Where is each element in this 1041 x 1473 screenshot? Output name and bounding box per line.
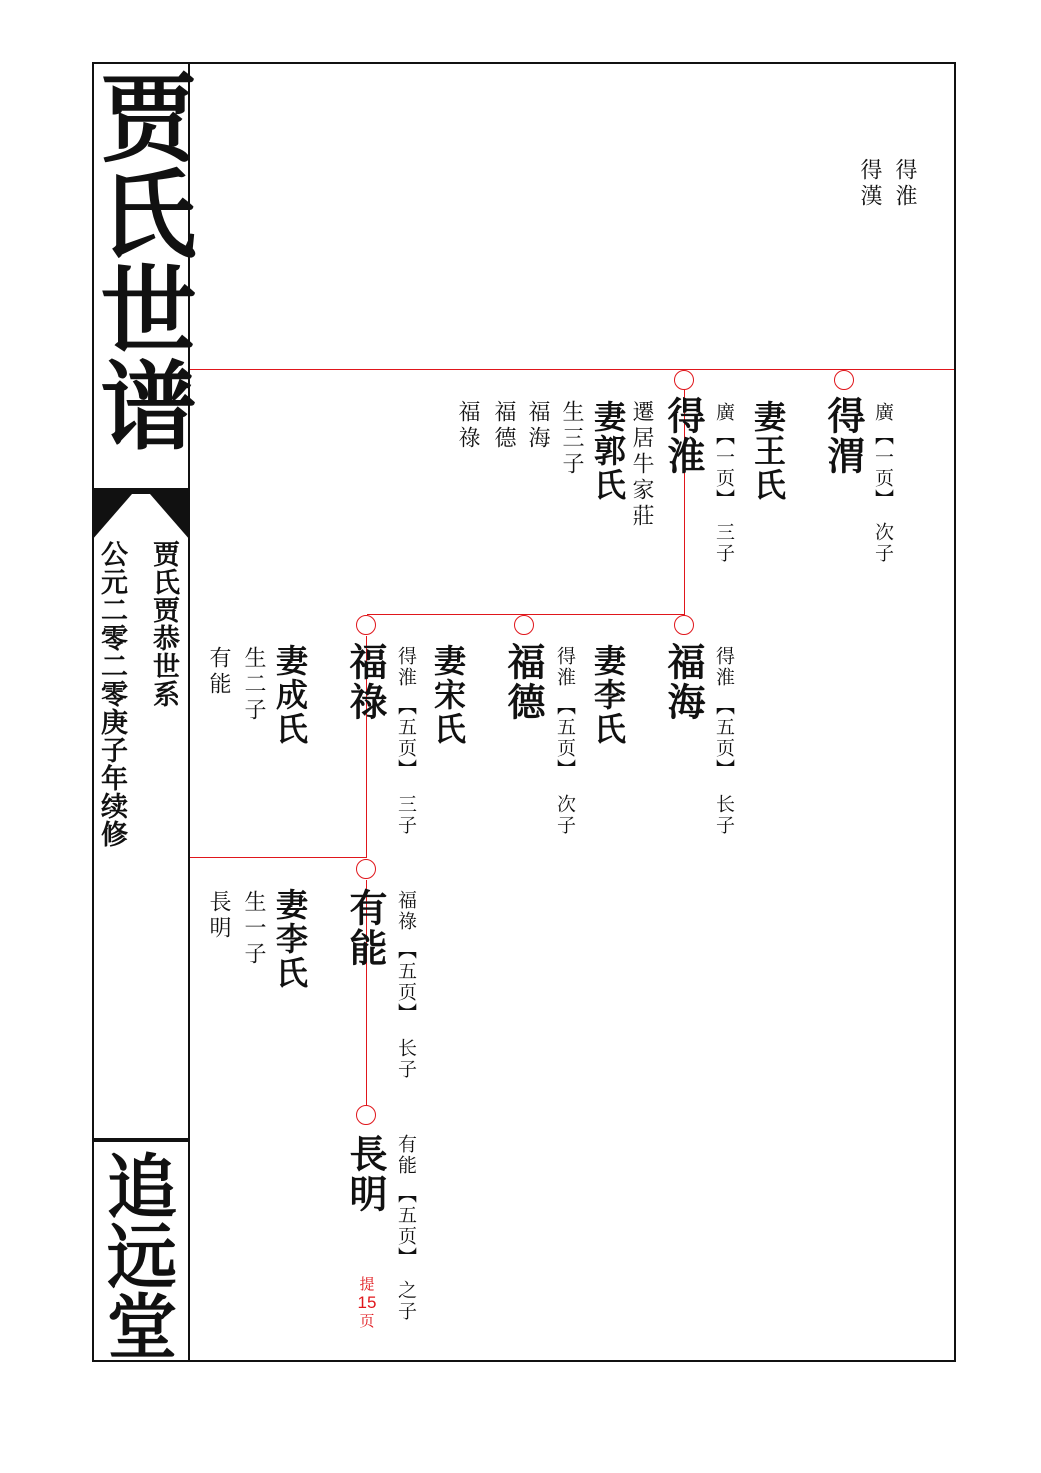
- person-name-changming: 長明: [343, 1134, 388, 1214]
- wife-fulu: 妻成氏: [271, 644, 309, 746]
- wife-youneng: 妻李氏: [271, 888, 309, 990]
- page-ref-changming: 【五页】: [395, 1184, 417, 1268]
- wife-fuhai: 妻李氏: [589, 644, 627, 746]
- parent-changming: 有能: [395, 1134, 417, 1176]
- page-ref-fuhai: 【五页】: [713, 696, 735, 780]
- parent-fuhai: 得淮: [713, 646, 735, 688]
- hall-name: 追远堂: [95, 1150, 179, 1360]
- son-entry-youneng: 有能: [206, 646, 231, 698]
- rank-changming: 之子: [395, 1280, 417, 1322]
- parent-dehuai: 廣: [713, 402, 735, 423]
- sons-label-youneng: 生一子: [241, 890, 266, 968]
- parent-fude: 得淮: [554, 646, 576, 688]
- son-entry-fude: 福德: [491, 400, 516, 452]
- son-entry-fulu: 福祿: [455, 400, 480, 452]
- top-note-line2: 得漢: [857, 158, 882, 210]
- wife-fude: 妻宋氏: [429, 644, 467, 746]
- rank-dehuai: 三子: [713, 522, 735, 564]
- page-ref-youneng: 【五页】: [395, 940, 417, 1024]
- node-fude: [514, 615, 534, 635]
- parent-youneng: 福祿: [395, 890, 417, 932]
- generation-line-3: [190, 857, 367, 858]
- parent-fulu: 得淮: [395, 646, 417, 688]
- node-changming: [356, 1105, 376, 1125]
- person-name-youneng: 有能: [343, 888, 388, 968]
- title-divider-ribbon: [92, 488, 190, 540]
- node-youneng: [356, 859, 376, 879]
- hall-divider: [92, 1138, 190, 1142]
- node-fuhai: [674, 615, 694, 635]
- page-ref-fulu: 【五页】: [395, 696, 417, 780]
- parent-dewei: 廣: [872, 402, 894, 423]
- person-name-dehuai: 得淮: [661, 396, 706, 476]
- person-name-fuhai: 福海: [661, 642, 706, 722]
- wife-dewei: 妻王氏: [749, 400, 787, 502]
- person-name-fulu: 福祿: [343, 642, 388, 722]
- continuation-ref-suffix: 页: [359, 1311, 375, 1330]
- top-note-line1: 得淮: [892, 158, 917, 210]
- branch-lineage: 贾氏贾恭世系: [148, 540, 179, 708]
- page-ref-dehuai: 【一页】: [713, 426, 735, 510]
- rank-fuhai: 长子: [713, 794, 735, 836]
- rank-youneng: 长子: [395, 1038, 417, 1080]
- sons-label-fulu: 生二子: [241, 646, 266, 724]
- node-fulu: [356, 615, 376, 635]
- son-entry-fuhai: 福海: [525, 400, 550, 452]
- node-dewei: [834, 370, 854, 390]
- sons-label-dehuai: 生三子: [559, 400, 584, 478]
- rank-fude: 次子: [554, 794, 576, 836]
- residence-note-dehuai: 遷居牛家莊: [629, 400, 654, 530]
- book-title: 贾氏世谱: [85, 68, 198, 452]
- wife-dehuai: 妻郭氏: [589, 400, 627, 502]
- rank-dewei: 次子: [872, 522, 894, 564]
- node-dehuai: [674, 370, 694, 390]
- continuation-ref[interactable]: [350, 1276, 384, 1330]
- son-entry-changming: 長明: [206, 890, 231, 942]
- page-ref-fude: 【五页】: [554, 696, 576, 780]
- rank-fulu: 三子: [395, 794, 417, 836]
- year-note: 公元二零二零庚子年续修: [96, 540, 127, 848]
- continuation-ref-prefix: 提: [359, 1275, 375, 1293]
- page-ref-dewei: 【一页】: [872, 426, 894, 510]
- continuation-ref-page: 15: [357, 1293, 377, 1313]
- person-name-dewei: 得渭: [821, 396, 866, 476]
- person-name-fude: 福德: [501, 642, 546, 722]
